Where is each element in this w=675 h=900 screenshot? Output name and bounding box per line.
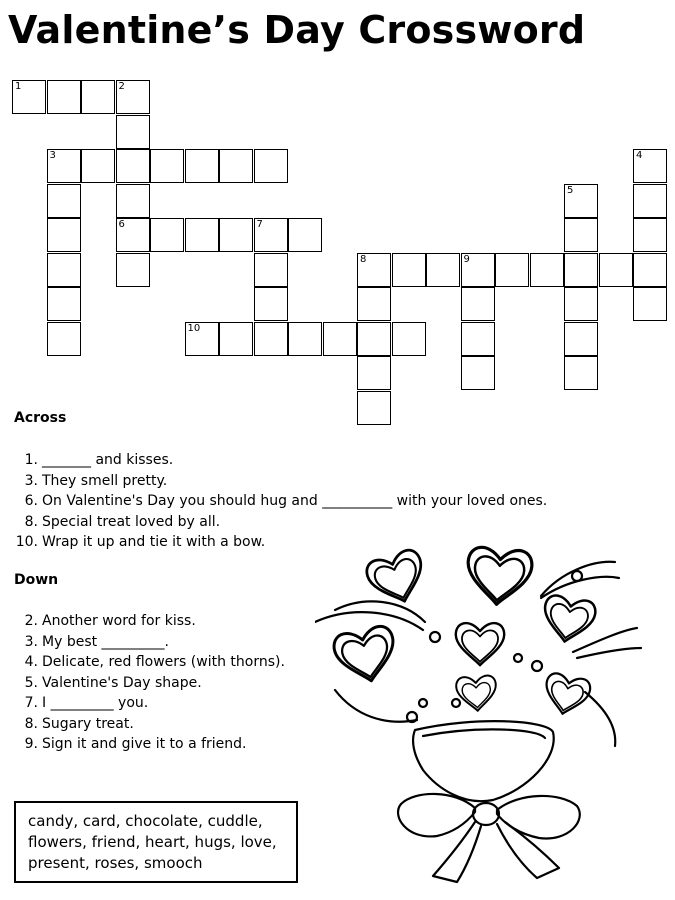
crossword-cell xyxy=(219,149,253,183)
crossword-cell xyxy=(47,218,81,252)
page-title: Valentine’s Day Crossword xyxy=(8,8,586,52)
clue-number-label: 3 xyxy=(49,150,56,161)
crossword-cell xyxy=(47,253,81,287)
crossword-cell xyxy=(254,218,288,252)
crossword-cell xyxy=(185,149,219,183)
clue-item xyxy=(14,611,285,632)
crossword-cell xyxy=(564,287,598,321)
crossword-cell xyxy=(254,322,288,356)
crossword-cell xyxy=(564,322,598,356)
clue-text: Sugary treat. xyxy=(42,715,134,732)
word-bank xyxy=(14,801,298,883)
crossword-cell xyxy=(288,322,322,356)
clue-text: Valentine's Day shape. xyxy=(42,674,202,691)
crossword-cell xyxy=(116,149,150,183)
heart-icon xyxy=(465,546,533,607)
heart-icon xyxy=(456,623,504,665)
crossword-cell xyxy=(461,253,495,287)
clue-text: Wrap it up and tie it with a bow. xyxy=(42,534,266,550)
across-heading: Across xyxy=(14,410,67,426)
crossword-cell xyxy=(392,253,426,287)
clue-item xyxy=(14,693,285,714)
crossword-cell xyxy=(392,322,426,356)
crossword-cell xyxy=(357,287,391,321)
crossword-cell xyxy=(47,322,81,356)
crossword-cell xyxy=(185,322,219,356)
crossword-cell xyxy=(357,253,391,287)
heart-icon xyxy=(332,624,401,687)
crossword-cell xyxy=(47,149,81,183)
crossword-cell xyxy=(633,218,667,252)
clue-item xyxy=(14,471,547,492)
word-bank-line: flowers, friend, heart, hugs, love, xyxy=(28,833,277,851)
heart-bouquet-illustration xyxy=(315,540,675,900)
clue-number: 7. xyxy=(24,695,38,711)
crossword-cell xyxy=(219,322,253,356)
clue-item xyxy=(14,734,285,755)
clue-number-label: 5 xyxy=(567,184,574,196)
crossword-cell xyxy=(116,80,150,114)
clue-item xyxy=(14,512,547,533)
crossword-cell xyxy=(116,253,150,287)
crossword-cell xyxy=(116,115,150,149)
crossword-cell xyxy=(357,322,391,356)
crossword-cell xyxy=(116,184,150,218)
clue-number: 3. xyxy=(24,472,38,489)
crossword-cell xyxy=(599,253,633,287)
clue-text: Special treat loved by all. xyxy=(42,513,221,530)
clue-number: 9. xyxy=(24,736,38,752)
clue-number: 4. xyxy=(24,654,38,670)
crossword-cell xyxy=(633,184,667,218)
crossword-cell xyxy=(633,253,667,287)
clue-number: 3. xyxy=(24,633,38,650)
crossword-cell xyxy=(564,184,598,218)
clue-number: 1. xyxy=(24,452,38,468)
crossword-cell xyxy=(564,218,598,252)
clue-number-label: 4 xyxy=(636,150,643,161)
clue-text: _______ and kisses. xyxy=(42,452,174,468)
clue-text: They smell pretty. xyxy=(42,472,168,489)
clue-text: My best _________. xyxy=(42,633,169,650)
clue-item xyxy=(14,450,547,471)
crossword-cell xyxy=(254,287,288,321)
clue-number-label: 6 xyxy=(118,219,125,230)
down-heading: Down xyxy=(14,572,59,588)
crossword-cell xyxy=(12,80,46,114)
clue-text: Sign it and give it to a friend. xyxy=(42,736,247,752)
crossword-cell xyxy=(150,149,184,183)
crossword-grid xyxy=(0,0,675,430)
clue-number-label: 8 xyxy=(360,253,367,265)
crossword-cell xyxy=(81,149,115,183)
clue-item xyxy=(14,632,285,653)
word-bank-line: candy, card, chocolate, cuddle, xyxy=(28,812,263,830)
clue-number: 2. xyxy=(24,613,38,629)
heart-icon xyxy=(541,672,592,719)
clue-number-label: 1 xyxy=(15,81,22,92)
crossword-cell xyxy=(633,149,667,183)
crossword-cell xyxy=(530,253,564,287)
crossword-cell xyxy=(47,287,81,321)
crossword-cell xyxy=(461,356,495,390)
clue-number-label: 7 xyxy=(256,219,263,230)
crossword-cell xyxy=(461,287,495,321)
crossword-cell xyxy=(150,218,184,252)
crossword-cell xyxy=(323,322,357,356)
clue-number-label: 10 xyxy=(187,322,201,334)
clue-item xyxy=(14,714,285,735)
clue-item xyxy=(14,491,547,512)
clue-text: On Valentine's Day you should hug and __________ with your loved ones. xyxy=(42,493,548,509)
heart-icon xyxy=(456,675,498,712)
clue-number: 5. xyxy=(24,674,38,691)
crossword-cell xyxy=(219,218,253,252)
crossword-cell xyxy=(47,80,81,114)
crossword-cell xyxy=(495,253,529,287)
clue-text: Delicate, red flowers (with thorns). xyxy=(42,654,285,670)
crossword-cell xyxy=(564,253,598,287)
clue-number: 6. xyxy=(24,493,38,509)
clue-number-label: 9 xyxy=(463,253,470,265)
across-clues xyxy=(14,410,547,553)
clue-item xyxy=(14,652,285,673)
clue-number: 8. xyxy=(24,513,38,530)
crossword-cell xyxy=(288,218,322,252)
crossword-cell xyxy=(81,80,115,114)
clue-number: 8. xyxy=(24,715,38,732)
crossword-cell xyxy=(254,253,288,287)
heart-icon xyxy=(540,594,597,646)
crossword-cell xyxy=(633,287,667,321)
crossword-cell xyxy=(116,218,150,252)
clue-number: 10. xyxy=(15,534,38,550)
crossword-cell xyxy=(461,322,495,356)
crossword-cell xyxy=(357,356,391,390)
crossword-cell xyxy=(254,149,288,183)
crossword-cell xyxy=(47,184,81,218)
clue-text: I _________ you. xyxy=(42,695,149,711)
word-bank-line: present, roses, smooch xyxy=(28,854,203,872)
crossword-cell xyxy=(426,253,460,287)
crossword-cell xyxy=(564,356,598,390)
down-clues xyxy=(14,572,285,755)
clue-text: Another word for kiss. xyxy=(42,613,196,629)
clue-number-label: 2 xyxy=(118,81,125,92)
clue-item xyxy=(14,673,285,694)
crossword-cell xyxy=(185,218,219,252)
